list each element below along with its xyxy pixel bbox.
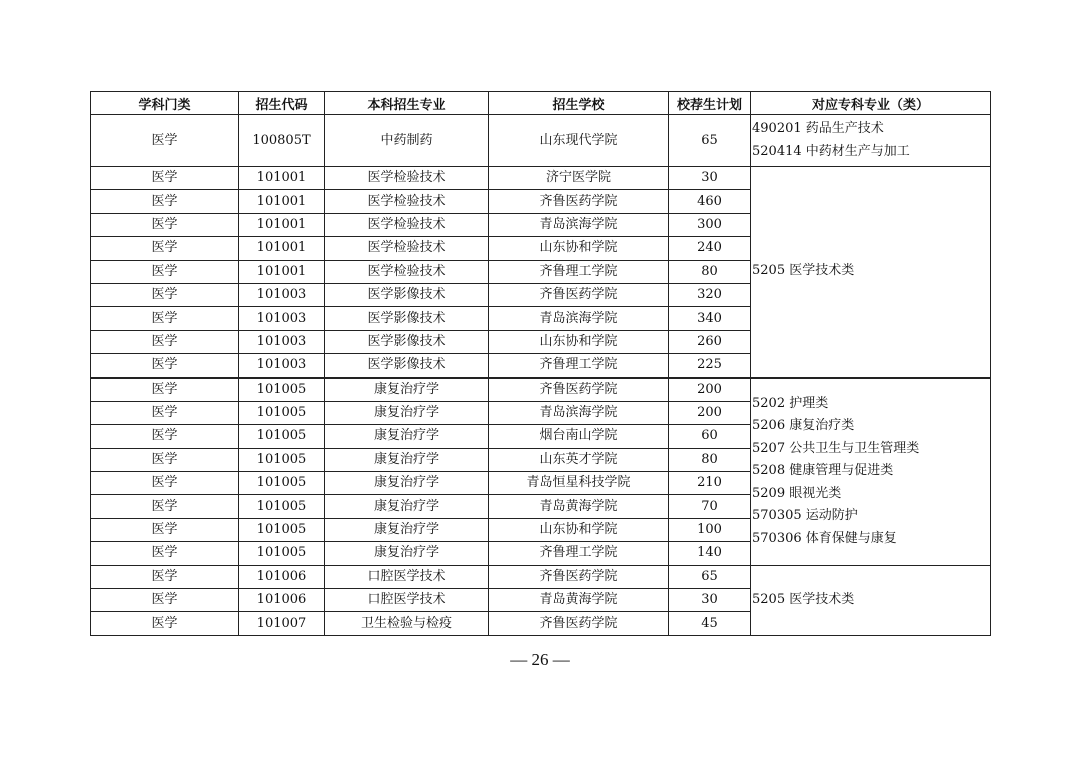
cell-plan: 300 [669, 213, 751, 236]
cell-plan: 140 [669, 542, 751, 565]
corresponding-major-item: 5205 医学技术类 [752, 591, 855, 607]
cell-major: 康复治疗学 [325, 542, 489, 565]
cell-school: 山东英才学院 [489, 448, 669, 471]
cell-plan: 200 [669, 401, 751, 424]
cell-corresponding-major [751, 378, 991, 566]
header-code: 招生代码 [239, 92, 325, 115]
cell-major: 医学检验技术 [325, 167, 489, 190]
header-category: 学科门类 [91, 92, 239, 115]
cell-code: 101005 [239, 425, 325, 448]
cell-school: 齐鲁医药学院 [489, 378, 669, 402]
cell-code: 101005 [239, 448, 325, 471]
cell-plan: 65 [669, 115, 751, 167]
cell-code: 101001 [239, 213, 325, 236]
cell-category: 医学 [91, 612, 239, 635]
cell-major: 医学检验技术 [325, 237, 489, 260]
cell-plan: 60 [669, 425, 751, 448]
cell-major: 医学影像技术 [325, 354, 489, 378]
table-row [91, 115, 991, 167]
corresponding-major-item: 490201 药品生产技术 [752, 120, 884, 136]
cell-plan: 240 [669, 237, 751, 260]
cell-school: 青岛恒星科技学院 [489, 472, 669, 495]
cell-major: 医学影像技术 [325, 283, 489, 306]
cell-plan: 80 [669, 260, 751, 283]
cell-corresponding-major [751, 167, 991, 378]
cell-plan: 200 [669, 378, 751, 402]
cell-category: 医学 [91, 307, 239, 330]
table-row [91, 378, 991, 402]
cell-category: 医学 [91, 260, 239, 283]
cell-code: 101005 [239, 518, 325, 541]
corresponding-major-item: 5202 护理类 [752, 395, 829, 411]
cell-corresponding-major [751, 565, 991, 635]
cell-school: 齐鲁医药学院 [489, 190, 669, 213]
table-body [91, 115, 991, 636]
cell-plan: 100 [669, 518, 751, 541]
corresponding-major-item: 570306 体育保健与康复 [752, 531, 897, 547]
cell-plan: 70 [669, 495, 751, 518]
cell-school: 青岛滨海学院 [489, 401, 669, 424]
cell-category: 医学 [91, 448, 239, 471]
cell-category: 医学 [91, 589, 239, 612]
cell-code: 100805T [239, 115, 325, 167]
table-row [91, 167, 991, 190]
cell-plan: 30 [669, 589, 751, 612]
cell-category: 医学 [91, 213, 239, 236]
cell-category: 医学 [91, 565, 239, 588]
cell-code: 101001 [239, 190, 325, 213]
header-major: 本科招生专业 [325, 92, 489, 115]
cell-plan: 260 [669, 330, 751, 353]
corresponding-major-item: 5206 康复治疗类 [752, 418, 855, 434]
cell-plan: 340 [669, 307, 751, 330]
cell-school: 青岛滨海学院 [489, 213, 669, 236]
cell-code: 101003 [239, 354, 325, 378]
header-school: 招生学校 [489, 92, 669, 115]
cell-category: 医学 [91, 472, 239, 495]
cell-major: 医学影像技术 [325, 330, 489, 353]
cell-category: 医学 [91, 378, 239, 402]
cell-category: 医学 [91, 167, 239, 190]
table-row [91, 565, 991, 588]
corresponding-major-item: 520414 中药材生产与加工 [752, 143, 910, 159]
cell-school: 齐鲁理工学院 [489, 542, 669, 565]
cell-school: 济宁医学院 [489, 167, 669, 190]
cell-code: 101005 [239, 472, 325, 495]
cell-category: 医学 [91, 237, 239, 260]
cell-code: 101005 [239, 378, 325, 402]
cell-plan: 460 [669, 190, 751, 213]
corresponding-major-item: 5208 健康管理与促进类 [752, 463, 894, 479]
cell-school: 山东协和学院 [489, 518, 669, 541]
corresponding-major-item: 570305 运动防护 [752, 508, 858, 524]
cell-category: 医学 [91, 425, 239, 448]
cell-school: 烟台南山学院 [489, 425, 669, 448]
cell-code: 101005 [239, 542, 325, 565]
cell-major: 康复治疗学 [325, 495, 489, 518]
cell-code: 101006 [239, 565, 325, 588]
cell-category: 医学 [91, 518, 239, 541]
cell-plan: 30 [669, 167, 751, 190]
page-number: — 26 — [510, 650, 570, 669]
cell-code: 101005 [239, 401, 325, 424]
cell-major: 医学影像技术 [325, 307, 489, 330]
table-header-row [91, 92, 991, 115]
cell-school: 齐鲁医药学院 [489, 612, 669, 635]
cell-major: 康复治疗学 [325, 518, 489, 541]
cell-code: 101005 [239, 495, 325, 518]
cell-code: 101006 [239, 589, 325, 612]
cell-major: 康复治疗学 [325, 472, 489, 495]
cell-corresponding-major [751, 115, 991, 167]
cell-major: 康复治疗学 [325, 448, 489, 471]
cell-category: 医学 [91, 283, 239, 306]
cell-school: 山东现代学院 [489, 115, 669, 167]
cell-code: 101003 [239, 330, 325, 353]
cell-school: 齐鲁医药学院 [489, 283, 669, 306]
cell-category: 医学 [91, 330, 239, 353]
cell-school: 齐鲁医药学院 [489, 565, 669, 588]
cell-school: 齐鲁理工学院 [489, 354, 669, 378]
cell-school: 山东协和学院 [489, 237, 669, 260]
enrollment-table [90, 91, 991, 636]
cell-major: 卫生检验与检疫 [325, 612, 489, 635]
cell-category: 医学 [91, 190, 239, 213]
cell-school: 青岛黄海学院 [489, 495, 669, 518]
cell-plan: 210 [669, 472, 751, 495]
cell-major: 医学检验技术 [325, 213, 489, 236]
cell-major: 康复治疗学 [325, 401, 489, 424]
cell-major: 康复治疗学 [325, 378, 489, 402]
cell-category: 医学 [91, 495, 239, 518]
cell-code: 101003 [239, 283, 325, 306]
cell-plan: 225 [669, 354, 751, 378]
cell-major: 中药制药 [325, 115, 489, 167]
cell-major: 医学检验技术 [325, 190, 489, 213]
cell-category: 医学 [91, 354, 239, 378]
cell-category: 医学 [91, 542, 239, 565]
cell-plan: 80 [669, 448, 751, 471]
cell-code: 101001 [239, 260, 325, 283]
cell-code: 101001 [239, 167, 325, 190]
cell-school: 青岛滨海学院 [489, 307, 669, 330]
corresponding-major-item: 5205 医学技术类 [752, 263, 855, 279]
corresponding-major-item: 5209 眼视光类 [752, 485, 842, 501]
cell-school: 山东协和学院 [489, 330, 669, 353]
corresponding-major-item: 5207 公共卫生与卫生管理类 [752, 440, 920, 456]
header-plan: 校荐生计划 [669, 92, 751, 115]
cell-plan: 65 [669, 565, 751, 588]
cell-major: 口腔医学技术 [325, 589, 489, 612]
cell-major: 医学检验技术 [325, 260, 489, 283]
cell-school: 齐鲁理工学院 [489, 260, 669, 283]
cell-code: 101003 [239, 307, 325, 330]
cell-major: 康复治疗学 [325, 425, 489, 448]
cell-code: 101007 [239, 612, 325, 635]
cell-code: 101001 [239, 237, 325, 260]
cell-plan: 320 [669, 283, 751, 306]
cell-category: 医学 [91, 115, 239, 167]
cell-plan: 45 [669, 612, 751, 635]
cell-school: 青岛黄海学院 [489, 589, 669, 612]
cell-major: 口腔医学技术 [325, 565, 489, 588]
header-corresponding-major: 对应专科专业（类） [751, 92, 991, 115]
cell-category: 医学 [91, 401, 239, 424]
